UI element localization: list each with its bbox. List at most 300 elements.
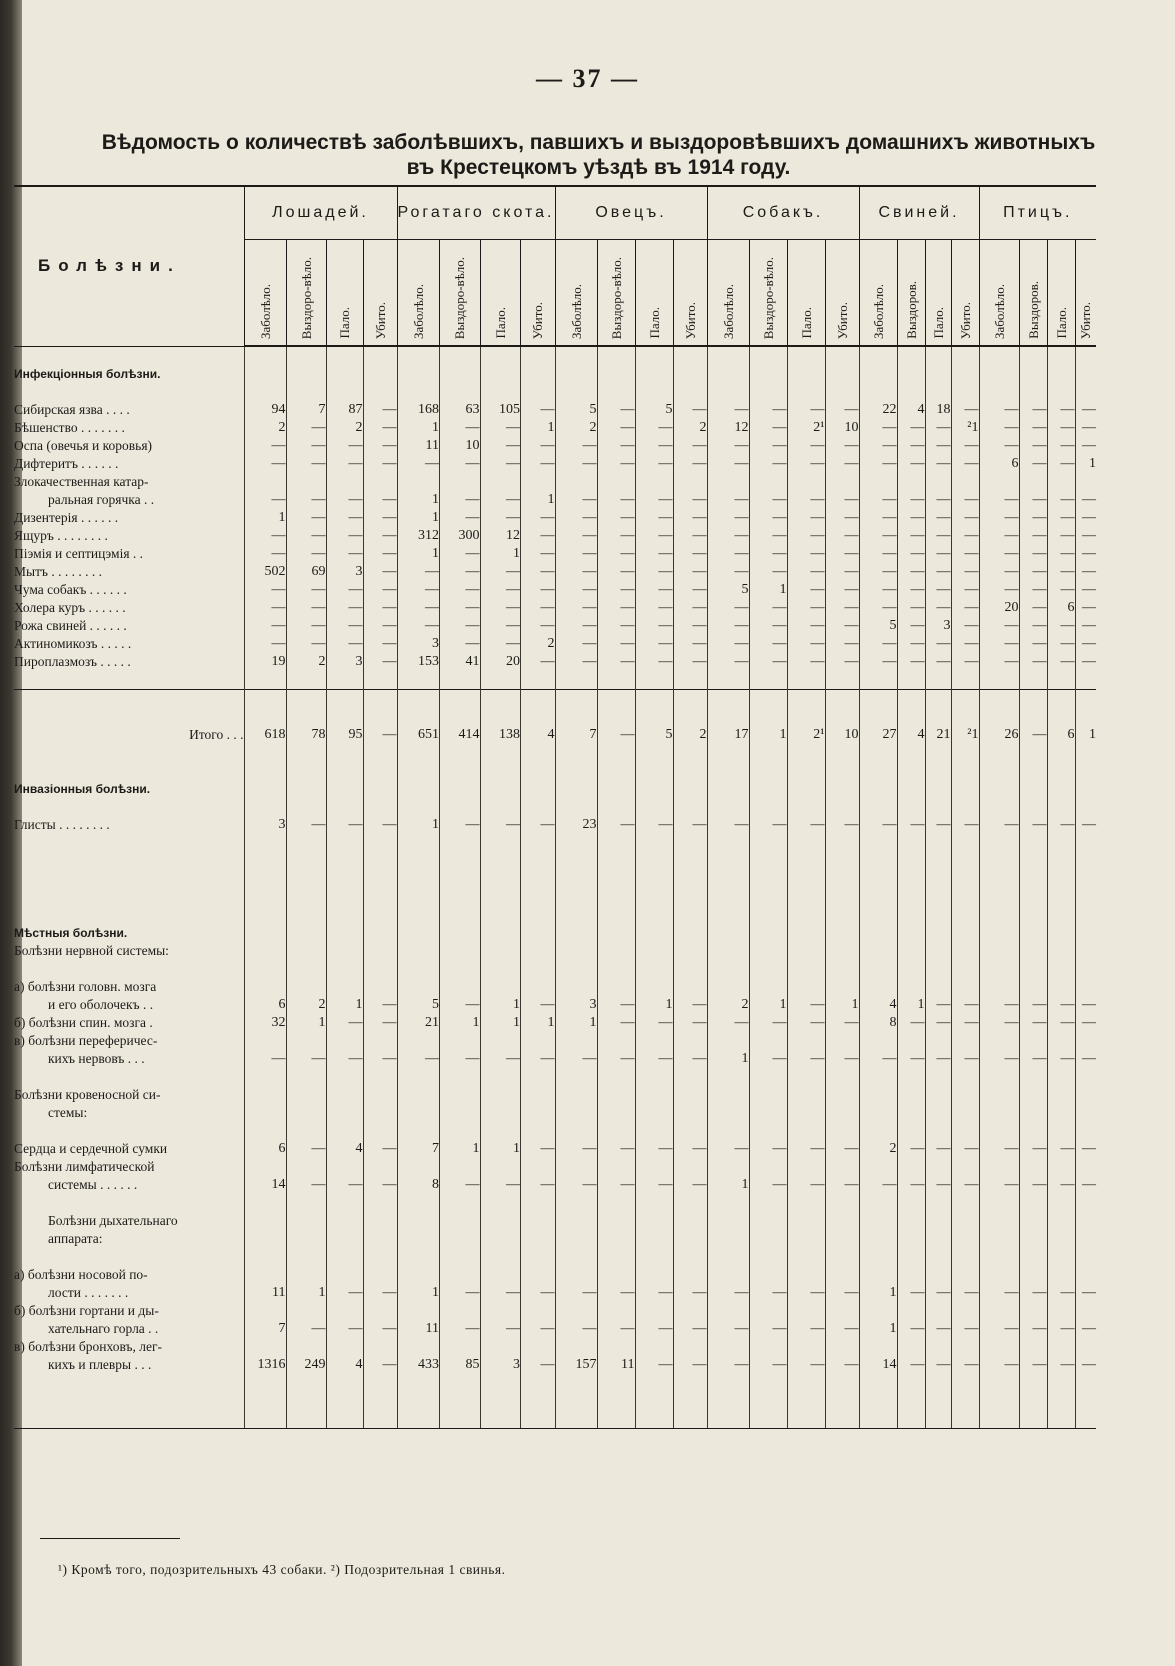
value-cell	[363, 1338, 397, 1356]
value-cell: —	[521, 581, 555, 599]
value-cell	[597, 1374, 635, 1392]
value-cell	[1047, 744, 1075, 762]
value-cell	[286, 762, 326, 780]
value-cell: 1	[397, 816, 440, 834]
value-cell: —	[440, 599, 481, 617]
value-cell	[480, 798, 521, 816]
value-cell: —	[673, 581, 707, 599]
value-cell	[244, 1212, 286, 1230]
value-cell	[1047, 888, 1075, 906]
value-cell: —	[521, 527, 555, 545]
value-cell	[635, 870, 673, 888]
value-cell	[897, 1248, 925, 1266]
value-cell	[1075, 1302, 1096, 1320]
value-cell	[979, 1032, 1019, 1050]
table-row	[14, 437, 1096, 455]
value-cell	[555, 1104, 597, 1122]
value-cell	[925, 780, 951, 798]
value-cell	[521, 690, 555, 709]
value-cell	[1019, 1392, 1047, 1410]
value-cell	[635, 1158, 673, 1176]
value-cell: 1	[397, 1284, 440, 1302]
value-cell: —	[440, 1284, 481, 1302]
value-cell	[1075, 671, 1096, 690]
value-cell: —	[749, 509, 787, 527]
statistics-table-container	[14, 185, 1096, 1429]
value-cell	[749, 1410, 787, 1429]
value-cell: 502	[244, 563, 286, 581]
value-cell: —	[897, 563, 925, 581]
value-cell: —	[635, 1014, 673, 1032]
value-cell	[925, 978, 951, 996]
disease-name: и его оболочекъ . .	[48, 997, 154, 1012]
value-cell	[673, 888, 707, 906]
value-cell	[480, 1212, 521, 1230]
value-cell: —	[1075, 419, 1096, 437]
value-cell: —	[825, 545, 859, 563]
value-cell	[925, 1032, 951, 1050]
value-cell	[480, 744, 521, 762]
value-cell: —	[707, 401, 749, 419]
value-cell: 4	[521, 726, 555, 744]
value-cell	[555, 1086, 597, 1104]
value-cell	[1075, 1122, 1096, 1140]
table-row	[14, 1266, 1096, 1284]
value-cell: —	[1019, 401, 1047, 419]
status-column-label: Пало.	[798, 307, 814, 339]
value-cell	[787, 924, 825, 942]
value-cell	[480, 1068, 521, 1086]
value-cell	[707, 346, 749, 365]
value-cell	[897, 708, 925, 726]
value-cell: —	[825, 455, 859, 473]
value-cell	[244, 870, 286, 888]
value-cell	[286, 942, 326, 960]
value-cell: —	[1019, 1284, 1047, 1302]
value-cell: 11	[244, 1284, 286, 1302]
spacer-cell	[14, 708, 244, 726]
value-cell	[825, 1122, 859, 1140]
value-cell	[979, 690, 1019, 709]
value-cell	[440, 960, 481, 978]
table-row	[14, 545, 1096, 563]
value-cell	[979, 365, 1019, 383]
value-cell	[979, 346, 1019, 365]
value-cell	[1019, 1248, 1047, 1266]
animal-group-header: Рогатаго скота.	[397, 186, 555, 240]
value-cell	[1075, 365, 1096, 383]
status-column-label: Выздоро-вѣло.	[608, 256, 624, 339]
value-cell	[363, 1392, 397, 1410]
value-cell: —	[521, 1140, 555, 1158]
value-cell: 300	[440, 527, 481, 545]
value-cell	[597, 708, 635, 726]
value-cell: —	[673, 509, 707, 527]
spacer-row	[14, 906, 1096, 924]
value-cell: —	[951, 1284, 979, 1302]
value-cell	[673, 1230, 707, 1248]
value-cell: —	[440, 816, 481, 834]
value-cell	[787, 960, 825, 978]
value-cell	[326, 1302, 363, 1320]
value-cell	[521, 1392, 555, 1410]
value-cell	[480, 870, 521, 888]
value-cell	[673, 1212, 707, 1230]
table-row	[14, 1320, 1096, 1338]
value-cell	[363, 870, 397, 888]
total-row	[14, 726, 1096, 744]
value-cell	[635, 1248, 673, 1266]
value-cell: —	[1019, 653, 1047, 671]
value-cell	[363, 1122, 397, 1140]
value-cell	[521, 708, 555, 726]
value-cell: —	[787, 437, 825, 455]
value-cell: —	[1019, 437, 1047, 455]
value-cell	[979, 1302, 1019, 1320]
value-cell	[480, 1086, 521, 1104]
value-cell	[555, 1248, 597, 1266]
value-cell: —	[925, 527, 951, 545]
value-cell: —	[521, 653, 555, 671]
value-cell: 11	[397, 437, 440, 455]
value-cell: —	[787, 401, 825, 419]
value-cell: —	[286, 509, 326, 527]
value-cell	[787, 708, 825, 726]
value-cell: 5	[635, 726, 673, 744]
value-cell	[825, 942, 859, 960]
value-cell	[787, 978, 825, 996]
value-cell	[397, 1122, 440, 1140]
spacer-cell	[14, 1068, 244, 1086]
value-cell	[1047, 1212, 1075, 1230]
value-cell: —	[480, 599, 521, 617]
value-cell	[635, 1392, 673, 1410]
value-cell: —	[597, 455, 635, 473]
value-cell: 95	[326, 726, 363, 744]
value-cell: —	[397, 563, 440, 581]
value-cell	[440, 780, 481, 798]
value-cell: —	[555, 1176, 597, 1194]
value-cell	[1019, 1086, 1047, 1104]
value-cell	[951, 671, 979, 690]
value-cell	[397, 1230, 440, 1248]
value-cell: —	[635, 527, 673, 545]
value-cell	[1075, 762, 1096, 780]
value-cell	[749, 1104, 787, 1122]
value-cell	[707, 473, 749, 491]
value-cell	[326, 942, 363, 960]
value-cell	[859, 1302, 897, 1320]
value-cell	[925, 1338, 951, 1356]
value-cell: —	[286, 455, 326, 473]
value-cell: —	[707, 527, 749, 545]
value-cell	[286, 906, 326, 924]
value-cell	[480, 852, 521, 870]
value-cell	[897, 780, 925, 798]
value-cell: —	[440, 617, 481, 635]
value-cell	[897, 1086, 925, 1104]
value-cell: —	[397, 599, 440, 617]
value-cell: —	[597, 1176, 635, 1194]
value-cell	[897, 1392, 925, 1410]
value-cell	[397, 671, 440, 690]
value-cell: —	[555, 599, 597, 617]
value-cell	[440, 1248, 481, 1266]
value-cell	[1047, 942, 1075, 960]
value-cell: 1	[897, 996, 925, 1014]
value-cell: —	[480, 617, 521, 635]
value-cell	[925, 870, 951, 888]
value-cell	[897, 1212, 925, 1230]
value-cell	[244, 365, 286, 383]
value-cell: —	[707, 816, 749, 834]
value-cell	[825, 906, 859, 924]
value-cell: 6	[1047, 599, 1075, 617]
value-cell	[286, 852, 326, 870]
value-cell	[749, 365, 787, 383]
value-cell	[749, 1086, 787, 1104]
value-cell	[825, 1194, 859, 1212]
value-cell: —	[635, 1320, 673, 1338]
value-cell	[1019, 978, 1047, 996]
value-cell: —	[787, 1284, 825, 1302]
value-cell	[925, 690, 951, 709]
value-cell: 26	[979, 726, 1019, 744]
value-cell	[749, 346, 787, 365]
value-cell	[597, 383, 635, 401]
value-cell	[859, 1410, 897, 1429]
value-cell	[1019, 960, 1047, 978]
value-cell: —	[1047, 455, 1075, 473]
value-cell: —	[673, 1176, 707, 1194]
value-cell	[925, 744, 951, 762]
spacer-cell	[14, 960, 244, 978]
value-cell	[555, 1266, 597, 1284]
value-cell	[859, 1266, 897, 1284]
value-cell: —	[363, 1050, 397, 1068]
table-row	[14, 473, 1096, 491]
status-column-header	[951, 240, 979, 347]
value-cell	[397, 978, 440, 996]
status-column-header	[244, 240, 286, 347]
spacer-cell	[14, 1392, 244, 1410]
value-cell	[787, 852, 825, 870]
table-row	[14, 1014, 1096, 1032]
value-cell	[397, 1032, 440, 1050]
value-cell	[597, 798, 635, 816]
value-cell: —	[521, 599, 555, 617]
value-cell	[326, 762, 363, 780]
value-cell: —	[897, 617, 925, 635]
value-cell	[787, 1032, 825, 1050]
value-cell	[440, 1392, 481, 1410]
value-cell	[521, 762, 555, 780]
value-cell	[397, 346, 440, 365]
section-heading: Инфекціонныя болѣзни.	[14, 367, 161, 381]
value-cell	[925, 1158, 951, 1176]
value-cell: —	[397, 581, 440, 599]
value-cell	[1075, 1212, 1096, 1230]
value-cell	[707, 1068, 749, 1086]
value-cell	[825, 1086, 859, 1104]
value-cell: —	[555, 545, 597, 563]
value-cell	[286, 960, 326, 978]
value-cell	[397, 942, 440, 960]
section-heading-row	[14, 924, 1096, 942]
subgroup-heading-row	[14, 942, 1096, 960]
value-cell	[951, 942, 979, 960]
value-cell	[635, 1266, 673, 1284]
animal-group-header: Собакъ.	[707, 186, 859, 240]
value-cell	[825, 798, 859, 816]
value-cell	[286, 1212, 326, 1230]
value-cell	[787, 1266, 825, 1284]
value-cell: —	[825, 1050, 859, 1068]
value-cell	[673, 1104, 707, 1122]
disease-name: Мытъ . . . . . . . .	[14, 564, 102, 579]
value-cell	[673, 960, 707, 978]
value-cell	[673, 1266, 707, 1284]
total-label: Итого . . .	[189, 727, 244, 742]
value-cell	[1047, 708, 1075, 726]
value-cell: 3	[397, 635, 440, 653]
value-cell	[397, 1104, 440, 1122]
value-cell	[397, 762, 440, 780]
value-cell: —	[707, 455, 749, 473]
value-cell	[244, 1230, 286, 1248]
value-cell	[635, 1086, 673, 1104]
value-cell	[673, 780, 707, 798]
value-cell	[787, 1104, 825, 1122]
value-cell	[825, 1410, 859, 1429]
value-cell: —	[363, 491, 397, 509]
value-cell: —	[859, 545, 897, 563]
table-row	[14, 455, 1096, 473]
value-cell	[635, 960, 673, 978]
disease-name: Дизентерія . . . . . .	[14, 510, 119, 525]
value-cell	[326, 1158, 363, 1176]
value-cell	[1019, 798, 1047, 816]
value-cell	[951, 852, 979, 870]
value-cell	[521, 978, 555, 996]
value-cell	[951, 473, 979, 491]
value-cell	[707, 906, 749, 924]
value-cell	[397, 798, 440, 816]
value-cell	[597, 1158, 635, 1176]
value-cell: —	[897, 1050, 925, 1068]
value-cell: —	[635, 1356, 673, 1374]
value-cell	[597, 1302, 635, 1320]
value-cell	[286, 1338, 326, 1356]
footnote-rule	[40, 1538, 180, 1539]
value-cell	[951, 888, 979, 906]
value-cell	[749, 960, 787, 978]
value-cell: —	[521, 437, 555, 455]
value-cell	[1075, 473, 1096, 491]
value-cell	[1075, 888, 1096, 906]
animal-group-header: Овецъ.	[555, 186, 707, 240]
value-cell	[749, 1158, 787, 1176]
value-cell: —	[951, 509, 979, 527]
value-cell: —	[749, 1176, 787, 1194]
value-cell: —	[440, 509, 481, 527]
value-cell	[1019, 346, 1047, 365]
value-cell: —	[749, 1356, 787, 1374]
value-cell	[326, 888, 363, 906]
value-cell	[1075, 1032, 1096, 1050]
value-cell	[787, 690, 825, 709]
value-cell: —	[1075, 401, 1096, 419]
value-cell	[440, 383, 481, 401]
value-cell: —	[1047, 816, 1075, 834]
value-cell: —	[440, 1050, 481, 1068]
value-cell: —	[244, 491, 286, 509]
value-cell: 2	[286, 996, 326, 1014]
value-cell: —	[555, 527, 597, 545]
value-cell	[286, 365, 326, 383]
value-cell	[673, 1122, 707, 1140]
value-cell: —	[787, 527, 825, 545]
value-cell	[673, 762, 707, 780]
value-cell	[749, 744, 787, 762]
value-cell: —	[951, 996, 979, 1014]
value-cell	[749, 762, 787, 780]
disease-name: Холера куръ . . . . . .	[14, 600, 126, 615]
value-cell: —	[749, 491, 787, 509]
value-cell	[825, 365, 859, 383]
value-cell: —	[326, 491, 363, 509]
value-cell	[1075, 708, 1096, 726]
value-cell: —	[787, 1014, 825, 1032]
value-cell	[925, 1068, 951, 1086]
value-cell	[825, 852, 859, 870]
spacer-row	[14, 870, 1096, 888]
value-cell	[707, 1302, 749, 1320]
value-cell	[326, 870, 363, 888]
value-cell	[521, 1266, 555, 1284]
value-cell: —	[897, 581, 925, 599]
value-cell	[825, 888, 859, 906]
value-cell	[1047, 1068, 1075, 1086]
value-cell: —	[859, 491, 897, 509]
value-cell	[440, 690, 481, 709]
value-cell: —	[597, 599, 635, 617]
value-cell	[244, 1266, 286, 1284]
value-cell	[925, 924, 951, 942]
value-cell: 138	[480, 726, 521, 744]
value-cell	[1019, 1212, 1047, 1230]
table-row	[14, 1176, 1096, 1194]
value-cell: —	[979, 996, 1019, 1014]
value-cell	[555, 1032, 597, 1050]
value-cell	[244, 888, 286, 906]
value-cell	[673, 906, 707, 924]
value-cell: —	[326, 545, 363, 563]
value-cell: —	[825, 401, 859, 419]
value-cell	[925, 671, 951, 690]
value-cell	[979, 1338, 1019, 1356]
value-cell: —	[925, 1140, 951, 1158]
value-cell: —	[979, 401, 1019, 419]
value-cell: 69	[286, 563, 326, 581]
value-cell	[925, 473, 951, 491]
value-cell	[244, 906, 286, 924]
value-cell	[555, 1122, 597, 1140]
value-cell: —	[749, 419, 787, 437]
value-cell	[286, 978, 326, 996]
value-cell	[979, 1392, 1019, 1410]
value-cell: —	[635, 509, 673, 527]
